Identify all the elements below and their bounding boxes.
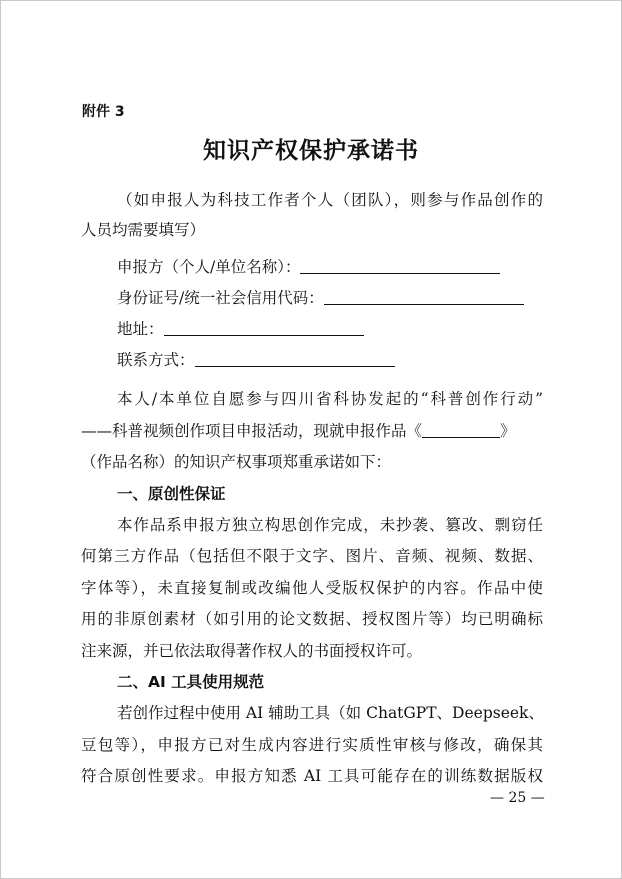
intro-line-2: [81, 421, 516, 441]
field-label: 地址：: [117, 320, 164, 338]
intro-line-3: （作品名称）的知识产权事项郑重承诺如下：: [81, 453, 392, 471]
field-label: 身份证号/统一社会信用代码：: [117, 289, 324, 307]
field-contact: [117, 350, 395, 370]
attachment-label: 附件 3: [82, 104, 125, 120]
field-declarant: [117, 257, 500, 277]
section-1-line-3: 字体等），未直接复制或改编他人受版权保护的内容。作品中使: [81, 579, 543, 597]
field-id-number: [117, 288, 524, 308]
section-1-line-1: 本作品系申报方独立构思创作完成，未抄袭、篡改、剽窃任: [117, 516, 543, 534]
id-number-blank[interactable]: [324, 289, 524, 305]
section-2-line-2: 豆包等），申报方已对生成内容进行实质性审核与修改，确保其: [81, 736, 543, 754]
section-2-line-3: 符合原创性要求。申报方知悉 AI 工具可能存在的训练数据版权: [81, 767, 543, 785]
section-1-line-2: 何第三方作品（包括但不限于文字、图片、音频、视频、数据、: [81, 547, 543, 565]
work-name-blank[interactable]: [422, 422, 500, 438]
section-heading-originality: 一、原创性保证: [117, 485, 226, 503]
field-label: 联系方式：: [117, 351, 195, 369]
note-line-2: 人员均需要填写）: [81, 221, 206, 239]
note-line-1: （如申报人为科技工作者个人（团队），则参与作品创作的: [117, 191, 543, 209]
address-blank[interactable]: [164, 320, 364, 336]
contact-blank[interactable]: [195, 351, 395, 367]
section-2-line-1: 若创作过程中使用 AI 辅助工具（如 ChatGPT、Deepseek、: [117, 704, 544, 722]
section-heading-ai-tools: 二、AI 工具使用规范: [117, 673, 265, 691]
field-address: [117, 319, 364, 339]
section-1-line-5: 注来源，并已依法取得著作权人的书面授权许可。: [81, 642, 423, 660]
page-number: — 25 —: [490, 790, 545, 806]
declarant-name-blank[interactable]: [300, 258, 500, 274]
section-1-line-4: 用的非原创素材（如引用的论文数据、授权图片等）均已明确标: [81, 610, 543, 628]
field-label: 申报方（个人/单位名称）：: [117, 258, 301, 276]
intro-line-2-close: 》: [500, 422, 516, 440]
page-title: 知识产权保护承诺书: [203, 137, 419, 164]
intro-line-2-text: ——科普视频创作项目申报活动，现就申报作品《: [81, 422, 423, 440]
intro-line-1: 本人/本单位自愿参与四川省科协发起的“科普创作行动”: [117, 390, 543, 408]
